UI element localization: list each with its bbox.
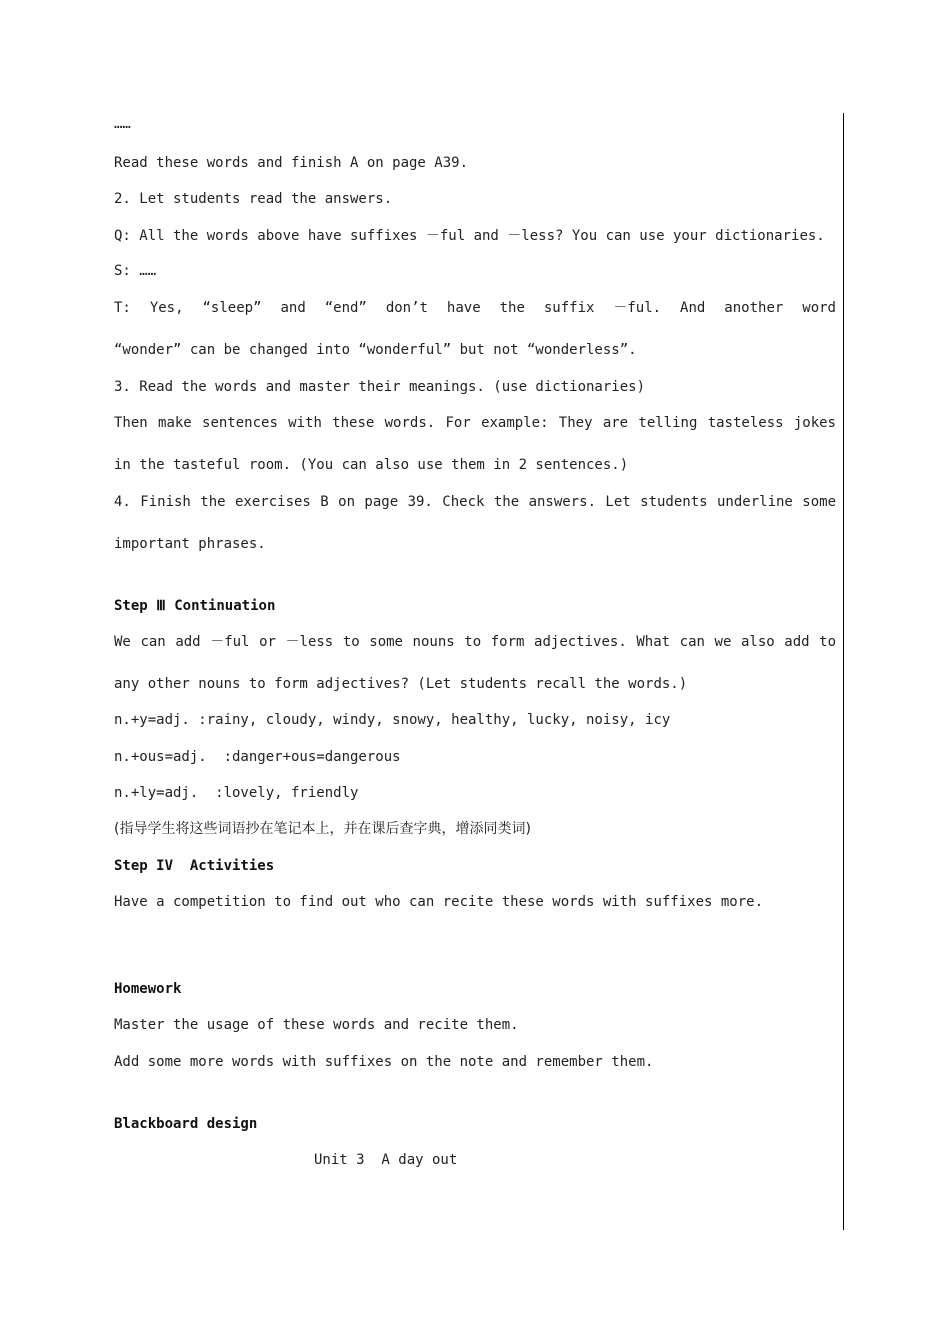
teacher-line: T: Yes, “sleep” and “end” don’t have the suffix －ful. And another word [114,300,836,316]
section-heading-activities: Step IV Activities [114,858,275,874]
homework-line-1: Master the usage of these words and recite them. [114,1017,519,1033]
blackboard-title: Unit 3 A day out [314,1152,458,1168]
student-line: S: …… [114,263,157,279]
sentence-task-line: Then make sentences with these words. For example: They are telling tasteless jokes [114,415,836,431]
step-4-line-continued: important phrases. [114,536,266,552]
rule-ly-line: n.+ly=adj. :lovely, friendly [114,785,359,801]
section-heading-blackboard: Blackboard design [114,1116,258,1132]
table-border-line [843,113,844,1230]
ellipsis-line: …… [114,116,131,132]
activities-line: Have a competition to find out who can recite these words with suffixes more. [114,894,764,910]
homework-line-2: Add some more words with suffixes on the note and remember them. [114,1054,654,1070]
question-line: Q: All the words above have suffixes －ful and －less? You can use your dictionaries. [114,228,825,244]
step-2-line: 2. Let students read the answers. [114,191,393,207]
rule-y-line: n.+y=adj. :rainy, cloudy, windy, snowy, healthy, lucky, noisy, icy [114,712,671,728]
continuation-paragraph-continued: any other nouns to form adjectives? (Let students recall the words.) [114,676,688,692]
instruction-line: Read these words and finish A on page A39. [114,155,469,171]
chinese-note-line: (指导学生将这些词语抄在笔记本上，并在课后查字典，增添同类词) [114,821,531,837]
section-heading-homework: Homework [114,981,182,997]
continuation-paragraph: We can add －ful or －less to some nouns to form adjectives. What can we also add to [114,634,836,650]
step-4-line: 4. Finish the exercises B on page 39. Check the answers. Let students underline some [114,494,836,510]
step-3-line: 3. Read the words and master their meanings. (use dictionaries) [114,379,646,395]
teacher-line-continued: “wonder” can be changed into “wonderful” but not “wonderless”. [114,342,637,358]
sentence-task-line-continued: in the tasteful room. (You can also use them in 2 sentences.) [114,457,629,473]
section-heading-continuation: Step Ⅲ Continuation [114,598,276,614]
rule-ous-line: n.+ous=adj. :danger+ous=dangerous [114,749,401,765]
